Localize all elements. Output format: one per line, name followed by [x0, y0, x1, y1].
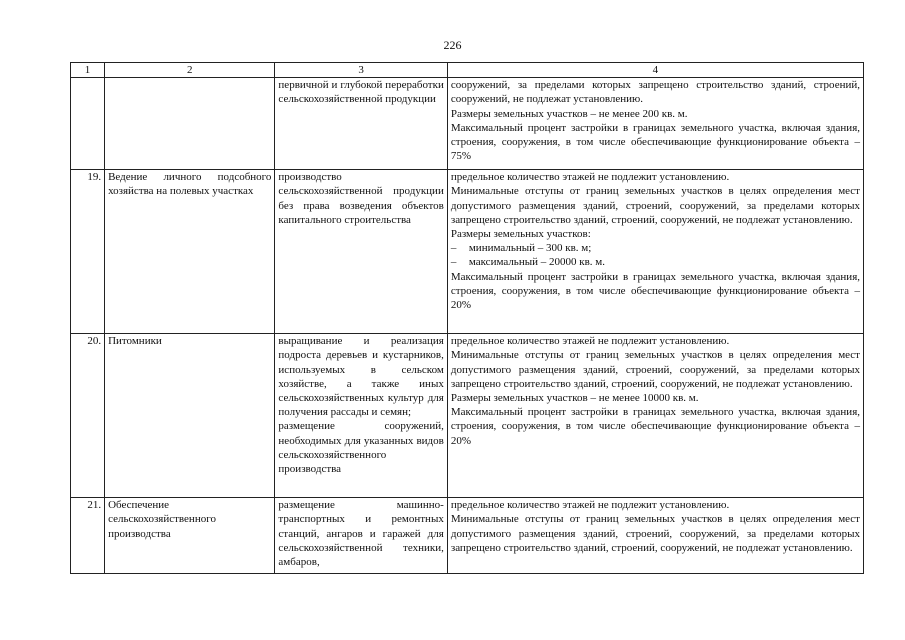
use-type-description — [275, 334, 447, 498]
dash-item-text: максимальный – 20000 кв. м. — [468, 256, 605, 269]
use-type-description: размещение машинно-транспортных и ремонтных станций, ангаров и гаражей для сельскохозяйственной техники, амбаров, — [275, 498, 447, 574]
row-number: 19. — [71, 170, 105, 334]
use-parameters — [447, 334, 863, 498]
use-type-description: производство сельскохозяйственной продукции без права возведения объектов капитального строительства — [275, 170, 447, 334]
land-use-table — [70, 62, 864, 574]
parameter-text: предельное количество этажей не подлежит установлению. — [450, 171, 730, 184]
column-number-row — [71, 63, 864, 78]
row-number: 20. — [71, 334, 105, 498]
use-parameters — [447, 170, 863, 334]
use-type-name: Обеспечение сельскохозяйственного производства — [105, 498, 275, 574]
parameter-text: Максимальный процент застройки в границах земельного участка, включая здания, строения, сооружения, в том числе обеспечивающие функционирование объекта – 75% — [450, 121, 860, 163]
page-number: 226 — [443, 38, 462, 52]
parameter-text: Максимальный процент застройки в границах земельного участка, включая здания, строения, сооружения, в том числе обеспечивающие функционирование объекта – 20% — [450, 406, 860, 447]
use-type-name — [105, 78, 275, 170]
parameter-text: Минимальные отступы от границ земельных участков в целях определения мест допустимого размещения зданий, строений, сооружений, за пределами которых запрещено строительство зданий, строений, сооружений, не подлежат установлению. — [450, 349, 860, 390]
column-number: 3 — [275, 63, 447, 78]
table-row — [71, 334, 864, 498]
parameter-text: сооружений, за пределами которых запрещено строительство зданий, строений, сооружений, не подлежат установлению. — [450, 79, 860, 106]
column-number: 4 — [447, 63, 863, 78]
row-number: 21. — [71, 498, 105, 574]
parameter-text: Размеры земельных участков – не менее 10000 кв. м. — [450, 392, 699, 405]
dash-list-item: – минимальный – 300 кв. м; — [450, 242, 592, 255]
parameter-text: предельное количество этажей не подлежит установлению. — [450, 335, 730, 348]
use-parameters — [447, 498, 863, 574]
dash-item-text: минимальный – 300 кв. м; — [468, 242, 592, 255]
parameter-text: Минимальные отступы от границ земельных участков в целях определения мест допустимого размещения зданий, строений, сооружений, за пределами которых запрещено строительство зданий, строений, сооружений, не подлежат установлению. — [450, 513, 860, 554]
description-text: размещение сооружений, необходимых для указанных видов сельскохозяйственного производства — [278, 420, 444, 476]
column-number: 1 — [71, 63, 105, 78]
use-type-name: Питомники — [105, 334, 275, 498]
table-row — [71, 170, 864, 334]
parameter-text: Максимальный процент застройки в границах земельного участка, включая здания, строения, сооружения, в том числе обеспечивающие функционирование объекта – 20% — [450, 270, 860, 312]
dash-list-item: – максимальный – 20000 кв. м. — [450, 256, 605, 269]
use-parameters — [447, 78, 863, 170]
description-text: выращивание и реализация подроста деревьев и кустарников, используемых в сельском хозяйстве, а также иных сельскохозяйственных культур для получения рассады и семян; — [278, 335, 444, 419]
parameter-text: Размеры земельных участков: — [450, 228, 591, 241]
table-row — [71, 498, 864, 574]
parameter-text: Минимальные отступы от границ земельных участков в целях определения мест допустимого размещения зданий, строений, сооружений, за пределами которых запрещено строительство зданий, строений, сооружений, не подлежат установлению. — [450, 185, 860, 226]
table-row — [71, 78, 864, 170]
row-number — [71, 78, 105, 170]
column-number: 2 — [105, 63, 275, 78]
parameter-text: Размеры земельных участков – не менее 200 кв. м. — [450, 107, 688, 120]
use-type-name: Ведение личного подсобного хозяйства на полевых участках — [105, 170, 275, 334]
use-type-description: первичной и глубокой переработки сельскохозяйственной продукции — [275, 78, 447, 170]
parameter-text: предельное количество этажей не подлежит установлению. — [450, 499, 730, 512]
